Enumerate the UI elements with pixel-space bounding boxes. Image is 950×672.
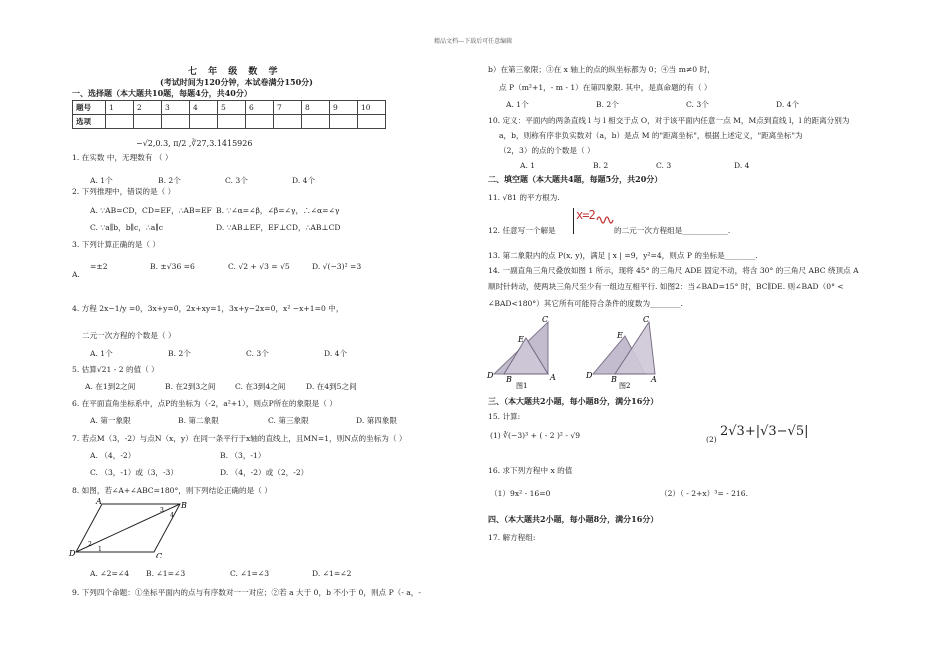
q9-option-c: C. 3个 xyxy=(686,100,709,109)
q8-option-c: C. ∠1=∠3 xyxy=(230,569,270,578)
q2-option-b: B. ∵∠α=∠β，∠β=∠γ，∴∠α=∠γ xyxy=(216,206,340,215)
q1-option-c: C. 3个 xyxy=(225,176,248,185)
q8-option-b: B. ∠1=∠3 xyxy=(146,569,186,578)
q7-option-d: D. （4，-2）或（2，-2） xyxy=(220,468,309,477)
q14-figure-1 xyxy=(486,314,566,390)
q10-option-a: A. 1 xyxy=(520,161,536,170)
q6-option-b: B. 第二象限 xyxy=(178,416,219,425)
table-cell: 选项 xyxy=(73,115,106,129)
question-14-line2: 顺时针转动，使两块三角尺至少有一组边互相平行. 如图2：当∠BAD=15° 时，BC∥DE. 则∠BAD（0° < xyxy=(488,282,844,291)
question-11: 11. √81 的平方根为. xyxy=(488,193,560,202)
question-7: 7. 若点M（3，-2）与点N（x，y）在同一条平行于x轴的直线上，且MN=1，则N点的坐标为（ ） xyxy=(72,434,407,443)
answer-cell[interactable] xyxy=(218,115,246,129)
q3-option-a: =±2 xyxy=(90,262,108,271)
fig2-label-c: C xyxy=(643,315,650,324)
q9-continued-1: b）在第三象限；③在 x 轴上的点的纵坐标都为 0；④当 m≠0 时， xyxy=(488,65,715,74)
q2-option-d: D. ∵AB⊥EF，EF⊥CD，∴AB⊥CD xyxy=(216,223,341,232)
q8-option-a: A. ∠2=∠4 xyxy=(90,569,130,578)
q10-option-c: C. 3 xyxy=(656,161,672,170)
fig2-label-a: A xyxy=(651,375,657,384)
question-3: 3. 下列计算正确的是（ ） xyxy=(72,240,161,249)
question-17: 17. 解方程组: xyxy=(488,533,536,542)
question-2: 2. 下列推理中，错误的是（ ） xyxy=(72,187,176,196)
q3-option-b: B. ±√36 =6 xyxy=(150,262,195,271)
question-14: 14. 一副直角三角尺叠放如图 1 所示，现将 45° 的三角尺 ADE 固定不动，将含 30° 的三角尺 ABC 绕顶点 A xyxy=(488,266,859,275)
table-cell: 1 xyxy=(106,101,134,115)
q7-option-c: C. （3，-1）或（3，-3） xyxy=(90,468,178,477)
question-4-line2: 二元一次方程的个数是（ ） xyxy=(82,331,176,340)
answer-cell[interactable] xyxy=(162,115,190,129)
section-2-heading: 二、填空题（本大题共4题，每题5分，共20分） xyxy=(488,174,663,184)
q8-parallelogram-figure xyxy=(68,496,188,558)
q2-option-a: A. ∵AB=CD，CD=EF，∴AB=EF xyxy=(90,206,212,215)
q1-option-d: D. 4个 xyxy=(292,176,316,185)
question-1: 1. 在实数 中，无理数有 （ ） xyxy=(72,153,173,162)
fig1-label-a: A xyxy=(550,373,556,382)
q5-option-b: B. 在2到3之间 xyxy=(165,382,216,391)
section-1-heading: 一、选择题（本大题共10题，每题4分，共40分） xyxy=(72,88,252,98)
question-14-line3: ∠BAD<180°）其它所有可能符合条件的度数为________. xyxy=(488,299,683,308)
answer-cell[interactable] xyxy=(190,115,218,129)
question-12-part2: 的二元一次方程组是____________. xyxy=(614,226,731,235)
angle-1: 1 xyxy=(98,546,102,553)
q4-option-d: D. 4个 xyxy=(324,349,348,358)
q9-continued-2: 点 P（m²+1，- m - 1）在第四象限. 其中，是真命题的有（ ） xyxy=(499,83,712,92)
page-header: 精品文档---下载后可任意编辑 xyxy=(434,38,513,45)
table-cell: 3 xyxy=(162,101,190,115)
answer-cell[interactable] xyxy=(274,115,302,129)
q7-option-b: B. （3，-1） xyxy=(220,451,266,460)
q1-option-b: B. 2个 xyxy=(158,176,181,185)
fig1-label-b: B xyxy=(506,375,512,384)
answer-cell[interactable] xyxy=(302,115,330,129)
q9-option-b: B. 2个 xyxy=(596,100,619,109)
q14-figure-2 xyxy=(585,314,665,390)
q10-option-b: B. 2 xyxy=(593,161,609,170)
figure-1-caption: 图1 xyxy=(516,382,528,390)
question-12-part1: 12. 任意写一个解是 xyxy=(488,226,556,235)
question-10-line2: a，b，则称有序非负实数对（a，b）是点 M 的"距离坐标"，根据上述定义，"距离坐标"为 xyxy=(499,131,803,140)
q7-option-a: A. （4，-2） xyxy=(90,451,136,460)
answer-cell[interactable] xyxy=(330,115,358,129)
table-cell: 5 xyxy=(218,101,246,115)
fig1-label-c: C xyxy=(542,315,549,324)
table-row xyxy=(73,101,386,115)
q15-part-2-expression: 2√3+|√3−√5| xyxy=(720,424,809,439)
answer-cell[interactable] xyxy=(358,115,386,129)
section-3-heading: 三、（本大题共2小题，每小题8分，满分16分） xyxy=(488,396,659,406)
q8-option-d: D. ∠1=∠2 xyxy=(312,569,352,578)
label-c: C xyxy=(156,552,163,558)
question-8: 8. 如图，若∠A+∠ABC=180°，则下列结论正确的是（ ） xyxy=(72,486,272,495)
exam-title: 七 年 级 数 学 xyxy=(188,67,282,77)
answer-cell[interactable] xyxy=(134,115,162,129)
table-cell: 6 xyxy=(246,101,274,115)
figure-2-caption: 图2 xyxy=(619,382,631,390)
question-13: 13. 第二象限内的点 P(x, y)，满足 | x | =9，y²=4，则点 P 的坐标是________. xyxy=(488,251,758,260)
question-5: 5. 估算√21 - 2 的值（ ） xyxy=(72,365,159,374)
q6-option-a: A. 第一象限 xyxy=(90,416,131,425)
q12-handwritten-scribble xyxy=(596,210,616,230)
q16-part-1: （1）9x² - 16=0 xyxy=(490,489,551,498)
q12-handwritten-solution: x=2 xyxy=(576,208,595,222)
question-9: 9. 下列四个命题：①坐标平面内的点与有序数对一一对应；②若 a 大于 0，b 不小于 0，则点 P（- a，- xyxy=(72,588,421,597)
table-cell: 4 xyxy=(190,101,218,115)
question-4: 4. 方程 2x−1/y =0，3x+y=0，2x+xy=1，3x+y−2x=0，x² −x+1=0 中， xyxy=(72,304,344,313)
q4-option-a: A. 1个 xyxy=(90,349,113,358)
q15-part-2-label: (2) xyxy=(706,435,717,444)
answer-cell[interactable] xyxy=(106,115,134,129)
angle-2: 2 xyxy=(88,541,92,548)
fig1-label-e: E xyxy=(518,335,524,344)
q6-option-c: C. 第三象限 xyxy=(268,416,309,425)
table-row xyxy=(73,115,386,129)
fig2-label-d: D xyxy=(586,371,593,380)
angle-4: 4 xyxy=(170,512,174,519)
q15-part-1: (1) ∛(−3)³ + ( - 2 )² - √9 xyxy=(490,431,581,440)
q3-option-d: D. √(−3)² =3 xyxy=(312,262,362,271)
q9-option-a: A. 1个 xyxy=(506,100,529,109)
angle-3: 3 xyxy=(160,507,164,514)
q1-option-a: A. 1个 xyxy=(90,176,113,185)
table-cell: 10 xyxy=(358,101,386,115)
label-d: D xyxy=(69,549,76,558)
q3-option-a-label: A. xyxy=(72,270,80,279)
question-15: 15. 计算: xyxy=(488,412,521,421)
question-16: 16. 求下列方程中 x 的值 xyxy=(488,466,573,475)
q16-part-2: （2）（ - 2+x）³= - 216. xyxy=(660,489,748,498)
table-cell: 题号 xyxy=(73,101,106,115)
table-cell: 9 xyxy=(330,101,358,115)
q4-option-c: C. 3个 xyxy=(246,349,269,358)
question-10-line3: （2，3）的点的个数是（ ） xyxy=(499,146,595,155)
q5-option-d: D. 在4到5之间 xyxy=(306,382,357,391)
table-cell: 8 xyxy=(302,101,330,115)
fig1-label-d: D xyxy=(487,371,494,380)
q2-option-c: C. ∵a∥b，b∥c，∴a∥c xyxy=(90,223,164,232)
fig2-label-b: B xyxy=(611,375,617,384)
question-6: 6. 在平面直角坐标系中，点P的坐标为（-2，a²+1），则点P所在的象限是（ ） xyxy=(72,399,337,408)
answer-table xyxy=(72,100,386,129)
q5-option-a: A. 在1到2之间 xyxy=(85,382,136,391)
q12-solution-brace xyxy=(573,208,614,234)
q3-option-c: C. √2 + √3 = √5 xyxy=(228,262,290,271)
section-4-heading: 四、（本大题共2小题，每小题8分，满分16分） xyxy=(488,514,659,524)
q5-option-c: C. 在3到4之间 xyxy=(235,382,286,391)
q4-option-b: B. 2个 xyxy=(168,349,191,358)
label-b: B xyxy=(181,501,187,510)
answer-cell[interactable] xyxy=(246,115,274,129)
q9-option-d: D. 4个 xyxy=(776,100,800,109)
question-10: 10. 定义：平面内的两条直线 l 与 l 相交于点 O，对于该平面内任意一点 M，M点到直线 l，l 的距离分别为 xyxy=(488,116,850,125)
fig2-label-e: E xyxy=(617,331,623,340)
q6-option-d: D. 第四象限 xyxy=(356,416,398,425)
exam-subtitle: (考试时间为120分钟，本试卷满分150分) xyxy=(160,77,313,87)
q1-numbers: −√2,0.3, π/2 ,∛27,3.1415926 xyxy=(136,139,253,148)
label-a: A xyxy=(96,497,102,506)
table-cell: 2 xyxy=(134,101,162,115)
table-cell: 7 xyxy=(274,101,302,115)
q10-option-d: D. 4 xyxy=(734,161,750,170)
